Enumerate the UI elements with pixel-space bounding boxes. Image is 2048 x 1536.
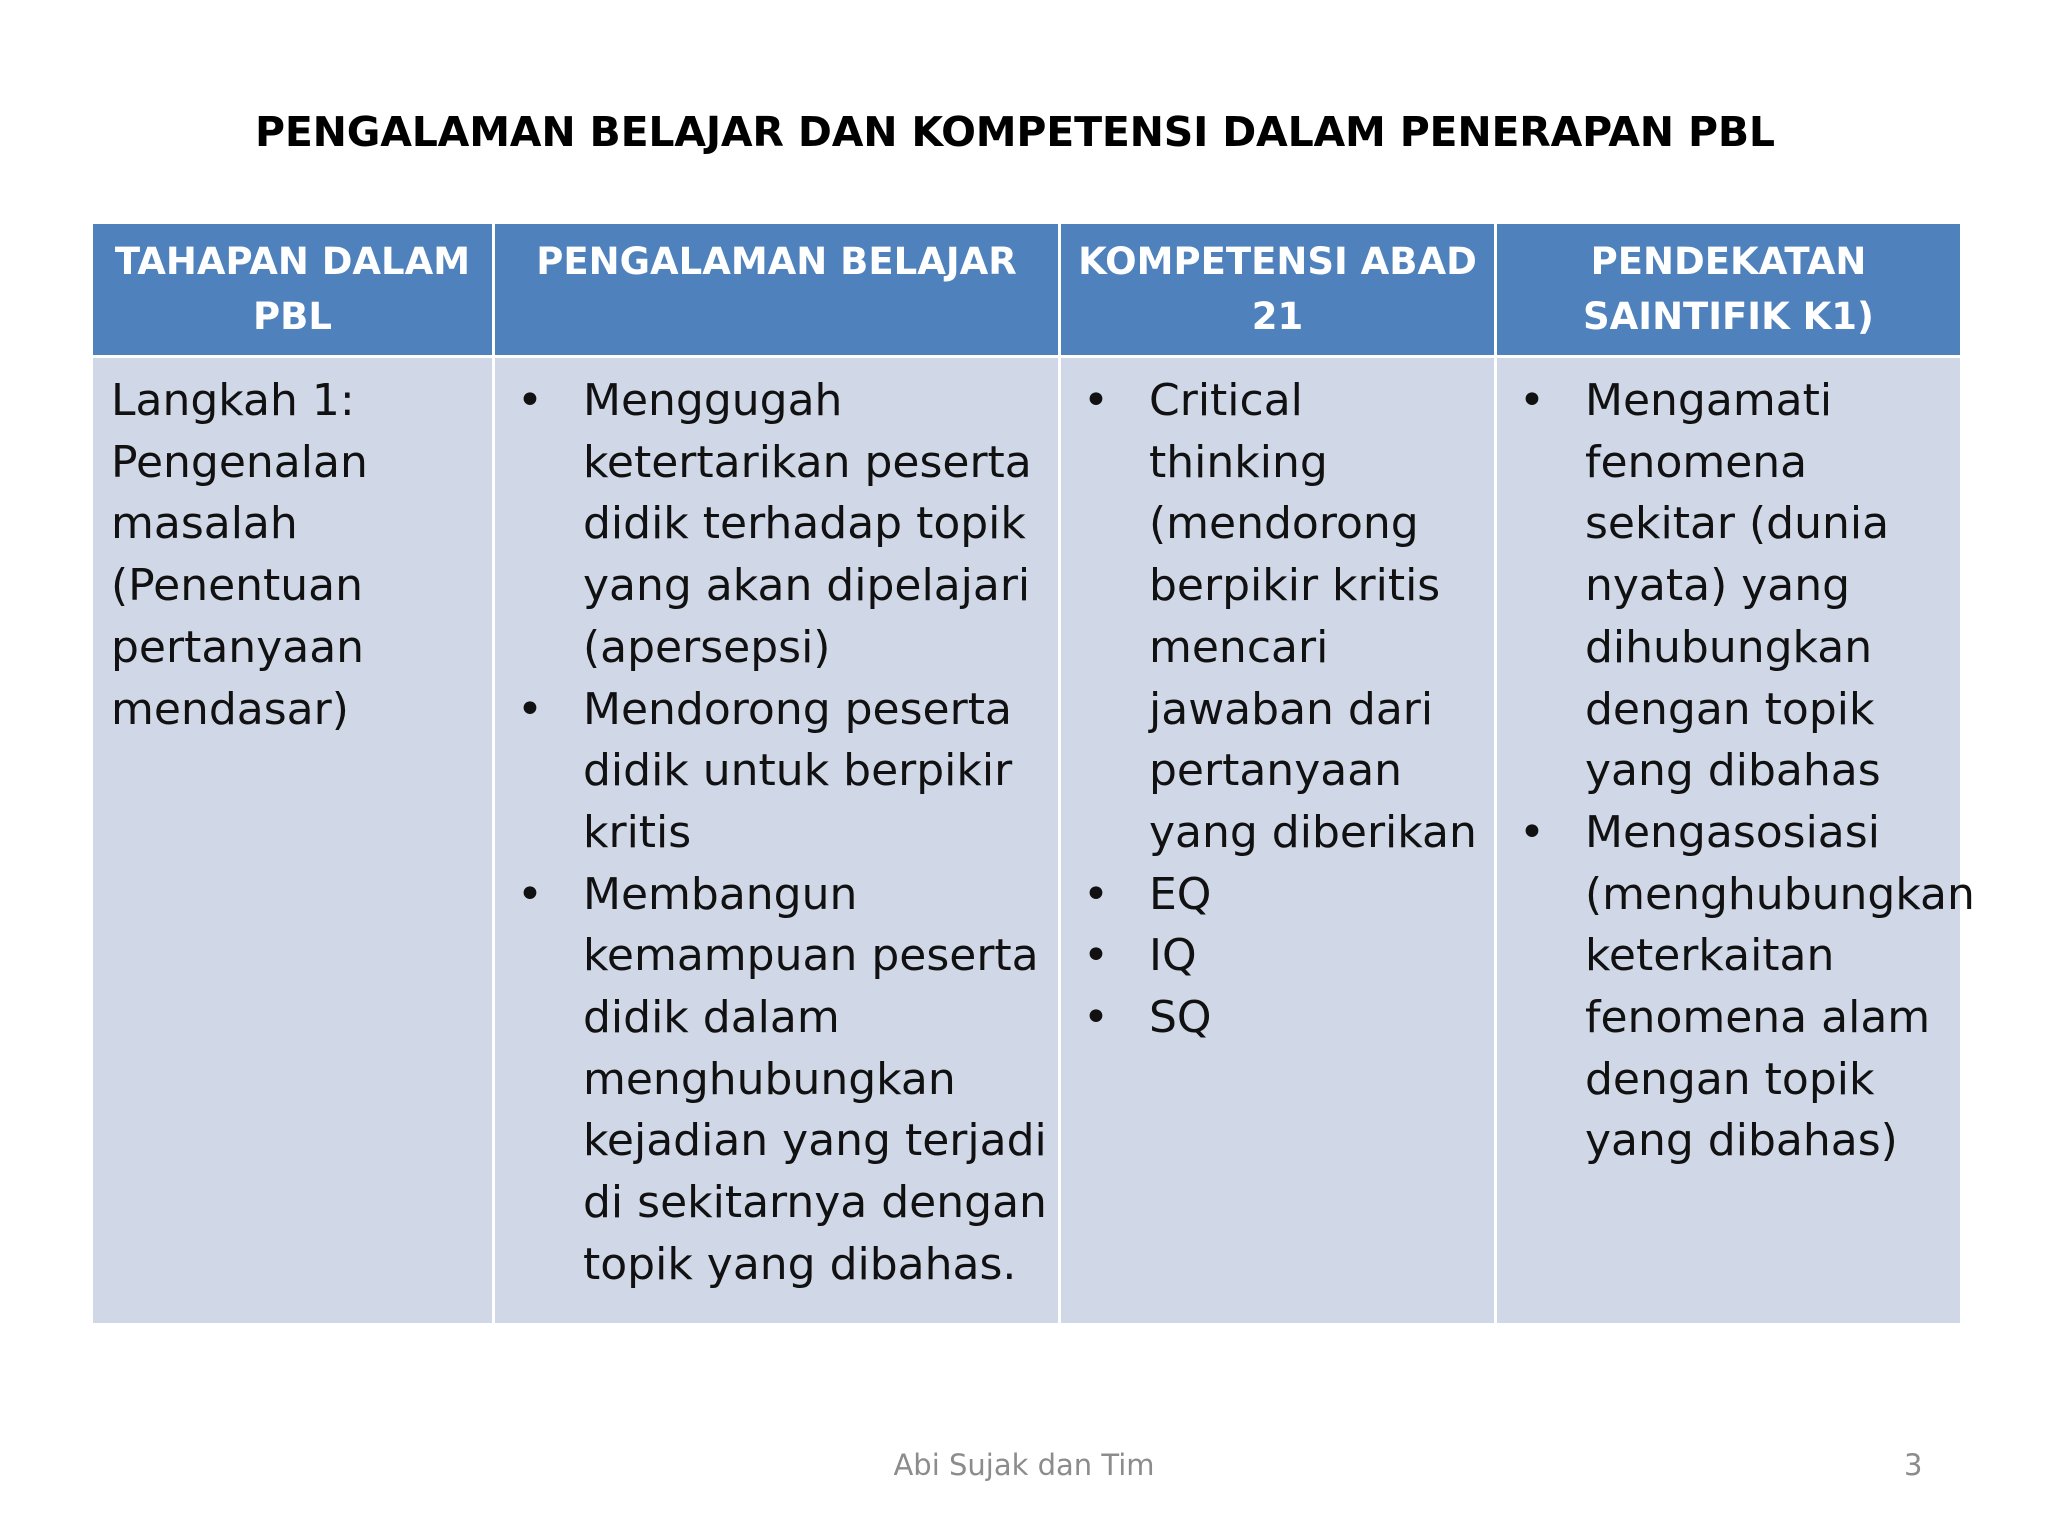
header-pengalaman: PENGALAMAN BELAJAR [494,223,1060,357]
list-item: • Mengamati fenomena sekitar (dunia nyata) yang dihubungkan dengan topik yang dibahas [1515,370,1950,802]
header-kompetensi: KOMPETENSI ABAD 21 [1060,223,1496,357]
list-item: • Critical thinking (mendorong berpikir kritis mencari jawaban dari pertanyaan yang diberikan [1079,370,1484,864]
header-tahapan: TAHAPAN DALAM PBL [92,223,494,357]
list-item: • SQ [1079,987,1484,1049]
slide-title: PENGALAMAN BELAJAR DAN KOMPETENSI DALAM PENERAPAN PBL [255,108,1775,156]
list-item: • Mendorong peserta didik untuk berpikir kritis [513,679,1048,864]
page-number: 3 [1904,1448,1923,1482]
list-item: • Menggugah ketertarikan peserta didik terhadap topik yang akan dipelajari (apersepsi) [513,370,1048,679]
learning-experience-list [513,370,1048,1296]
slide-footer: Abi Sujak dan Tim [893,1448,1155,1482]
list-item: • Membangun kemampuan peserta didik dalam menghubungkan kejadian yang terjadi di sekitarnya dengan topik yang dibahas. [513,864,1048,1296]
list-item: • EQ [1079,864,1484,926]
scientific-approach-list [1515,370,1975,1172]
competencies-cell [1060,357,1496,1325]
competencies-list [1079,370,1484,1049]
table-header-row [92,223,1962,357]
header-pendekatan: PENDEKATAN SAINTIFIK K1) [1496,223,1962,357]
pbl-table [90,221,1975,1326]
stage-text: Langkah 1: Pengenalan masalah (Penentuan pertanyaan mendasar) [111,375,368,735]
learning-experience-cell [494,357,1060,1325]
stage-cell [92,357,494,1325]
scientific-approach-cell [1496,357,1975,1325]
list-item: • Mengasosiasi (menghubungkan keterkaitan fenomena alam dengan topik yang dibahas) [1515,802,1950,1172]
list-item: • IQ [1079,925,1484,987]
table-row [92,357,1962,1325]
